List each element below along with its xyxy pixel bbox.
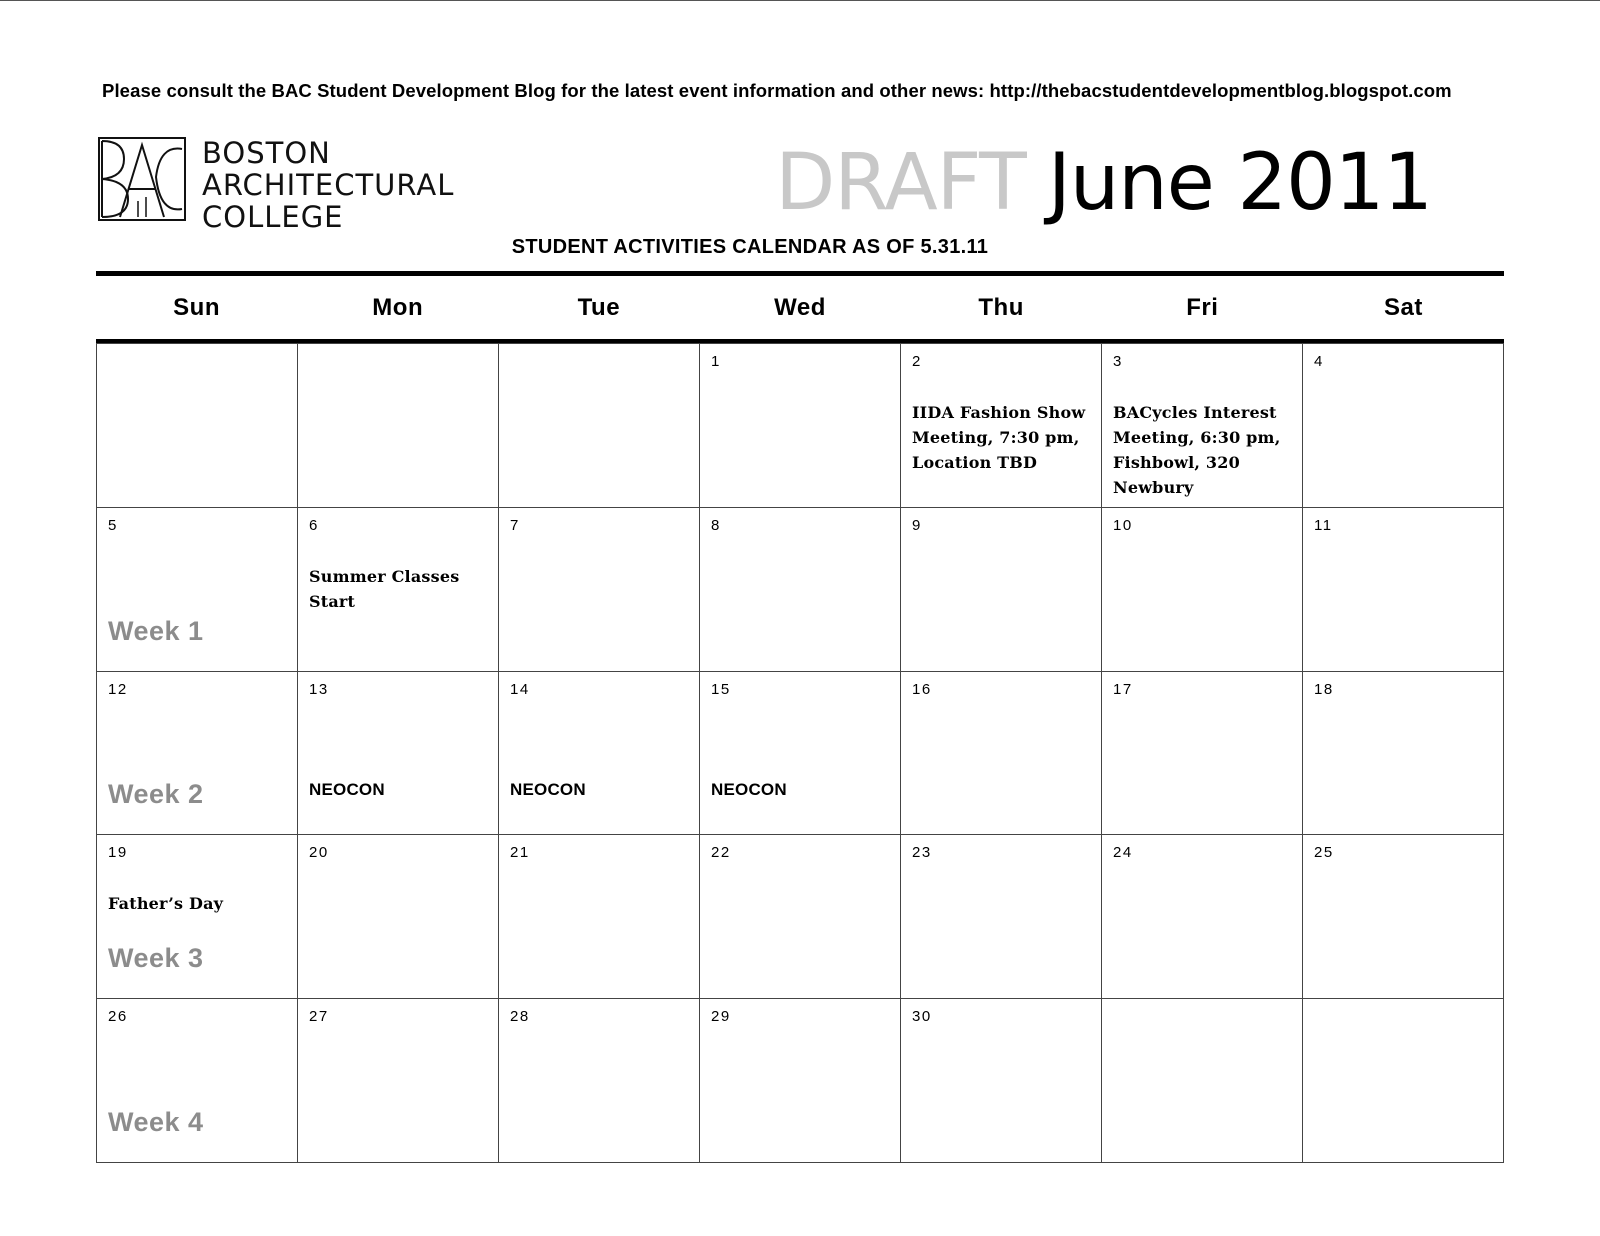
day-number: 8 xyxy=(711,516,721,534)
calendar-day-cell xyxy=(298,343,499,507)
day-number: 9 xyxy=(912,516,922,534)
calendar-event: NEOCON xyxy=(309,779,385,799)
blog-notice: Please consult the BAC Student Development Blog for the latest event information and other news: http://thebacstudentdevelopmentblog.blogspot.com xyxy=(102,80,1452,101)
calendar-event: NEOCON xyxy=(711,779,787,799)
calendar-day-cell xyxy=(1303,834,1504,998)
calendar-day-cell xyxy=(499,343,700,507)
calendar-day-cell xyxy=(901,998,1102,1162)
calendar-day-cell xyxy=(298,834,499,998)
calendar-day-cell xyxy=(700,834,901,998)
calendar-day-cell xyxy=(700,671,901,835)
day-number: 29 xyxy=(711,1008,731,1026)
day-number: 4 xyxy=(1314,353,1324,370)
weekday-header xyxy=(96,271,1504,344)
day-number: 1 xyxy=(711,353,721,370)
week-label: Week 1 xyxy=(108,615,204,646)
day-number: 22 xyxy=(711,844,731,862)
calendar-day-cell xyxy=(97,834,298,998)
day-number: 24 xyxy=(1113,844,1133,862)
bac-logo xyxy=(98,136,498,234)
day-number: 21 xyxy=(510,844,530,862)
day-number: 6 xyxy=(309,516,319,534)
calendar-day-cell xyxy=(1102,998,1303,1162)
day-number: 27 xyxy=(309,1008,329,1026)
day-number: 2 xyxy=(912,353,922,370)
calendar-day-cell xyxy=(298,671,499,835)
day-number: 20 xyxy=(309,844,329,862)
weekday-wed: Wed xyxy=(774,294,826,321)
calendar-day-cell xyxy=(298,998,499,1162)
calendar-day-cell xyxy=(1102,343,1303,507)
day-number: 16 xyxy=(912,680,932,698)
calendar-day-cell xyxy=(901,507,1102,671)
calendar-day-cell xyxy=(1102,507,1303,671)
day-number: 19 xyxy=(108,844,128,862)
calendar-day-cell xyxy=(700,507,901,671)
calendar-event: Father’s Day xyxy=(108,894,224,914)
calendar-day-cell xyxy=(97,998,298,1162)
day-number: 11 xyxy=(1314,516,1333,534)
calendar-day-cell xyxy=(97,507,298,671)
calendar-day-cell xyxy=(499,834,700,998)
calendar-day-cell xyxy=(901,343,1102,507)
calendar-day-cell xyxy=(1303,507,1504,671)
calendar-event: Summer Classes Start xyxy=(309,566,460,611)
calendar-day-cell xyxy=(499,998,700,1162)
weekday-sat: Sat xyxy=(1383,294,1423,321)
weekday-mon: Mon xyxy=(372,294,424,321)
day-number: 18 xyxy=(1314,680,1334,698)
calendar-day-cell xyxy=(97,671,298,835)
day-number: 5 xyxy=(108,516,118,534)
calendar-event: NEOCON xyxy=(510,779,586,799)
calendar-day-cell xyxy=(901,671,1102,835)
calendar-day-cell xyxy=(298,507,499,671)
weekday-fri: Fri xyxy=(1186,294,1219,321)
day-number: 28 xyxy=(510,1008,530,1026)
calendar-day-cell xyxy=(1102,671,1303,835)
day-number: 25 xyxy=(1314,844,1334,862)
calendar-day-cell xyxy=(700,343,901,507)
day-number: 3 xyxy=(1113,353,1123,370)
month-title: June 2011 xyxy=(1047,138,1432,228)
day-number: 30 xyxy=(912,1008,932,1026)
logo-line-1: BOSTON xyxy=(202,136,331,170)
calendar-subtitle: STUDENT ACTIVITIES CALENDAR AS OF 5.31.11 xyxy=(511,236,989,258)
logo-line-3: COLLEGE xyxy=(202,200,344,234)
weekday-thu: Thu xyxy=(978,294,1024,321)
bac-logo-mark-icon xyxy=(98,137,188,223)
day-number: 23 xyxy=(912,844,932,862)
calendar-day-cell xyxy=(499,671,700,835)
day-number: 15 xyxy=(711,680,731,698)
day-number: 12 xyxy=(108,680,128,698)
weekday-sun: Sun xyxy=(173,294,220,321)
calendar-grid xyxy=(96,343,1504,1163)
week-label: Week 3 xyxy=(108,943,204,974)
logo-line-2: ARCHITECTURAL xyxy=(202,168,455,202)
calendar-day-cell xyxy=(499,507,700,671)
calendar-day-cell xyxy=(700,998,901,1162)
day-number: 13 xyxy=(309,680,329,698)
day-number: 14 xyxy=(510,680,530,698)
calendar-day-cell xyxy=(1102,834,1303,998)
weekday-tue: Tue xyxy=(577,294,621,321)
calendar-day-cell xyxy=(1303,343,1504,507)
calendar-day-cell xyxy=(901,834,1102,998)
calendar-day-cell xyxy=(1303,671,1504,835)
page-title xyxy=(775,138,1432,228)
week-label: Week 4 xyxy=(108,1107,204,1137)
calendar-event: BACycles Interest Meeting, 6:30 pm, Fishbowl, 320 Newbury xyxy=(1113,403,1281,497)
calendar-day-cell xyxy=(1303,998,1504,1162)
day-number: 26 xyxy=(108,1008,128,1026)
logo-wordmark xyxy=(202,137,454,233)
day-number: 10 xyxy=(1113,516,1133,534)
page-top-rule xyxy=(0,0,1600,1)
draft-label: DRAFT xyxy=(775,138,1026,228)
day-number: 17 xyxy=(1113,680,1133,698)
calendar-event: IIDA Fashion Show Meeting, 7:30 pm, Location TBD xyxy=(912,403,1086,472)
week-label: Week 2 xyxy=(108,779,204,810)
calendar-day-cell xyxy=(97,343,298,507)
day-number: 7 xyxy=(510,516,520,534)
